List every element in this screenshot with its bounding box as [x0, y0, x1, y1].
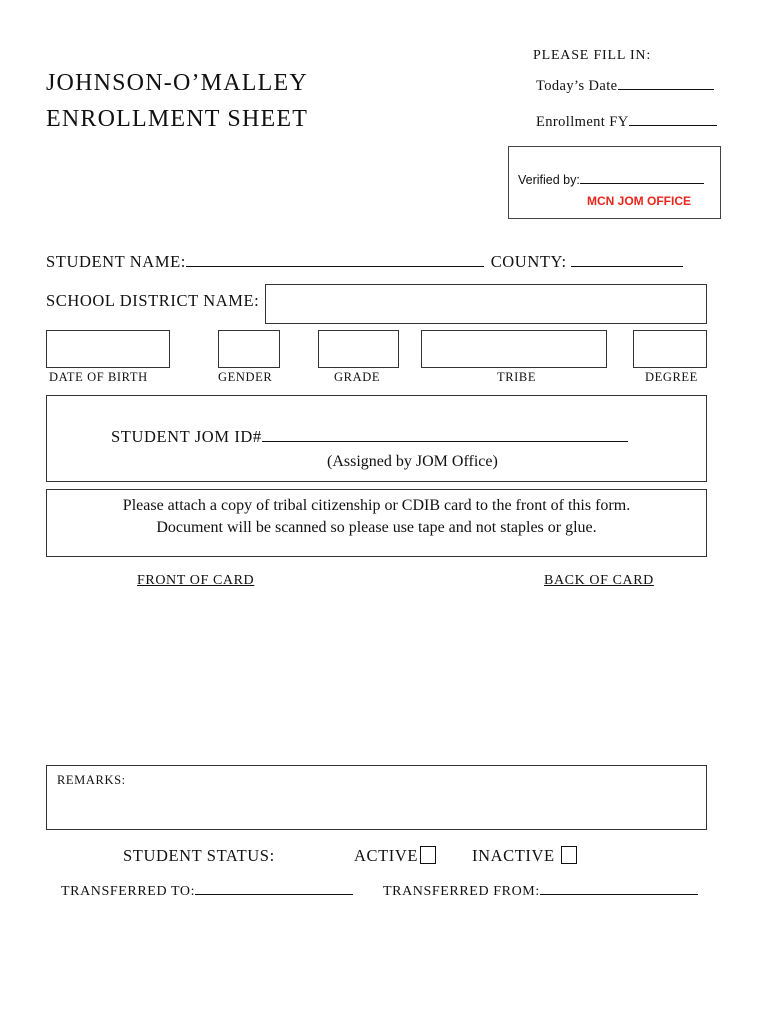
attach-instructions-box	[46, 489, 707, 557]
inactive-label: INACTIVE	[472, 846, 555, 865]
active-label: ACTIVE	[354, 846, 419, 865]
verified-by-field[interactable]	[580, 183, 704, 184]
remarks-field[interactable]	[46, 765, 707, 830]
student-name-row	[46, 252, 683, 272]
form-title-line-2: ENROLLMENT SHEET	[46, 106, 309, 132]
degree-caption: DEGREE	[645, 370, 698, 384]
tribe-field[interactable]	[421, 330, 607, 368]
enrollment-fy-label: Enrollment FY	[536, 114, 629, 130]
degree-field[interactable]	[633, 330, 707, 368]
student-status-label: STUDENT STATUS:	[123, 846, 275, 865]
grade-field[interactable]	[318, 330, 399, 368]
student-name-field[interactable]	[186, 266, 484, 267]
transferred-to-row	[61, 884, 353, 900]
active-checkbox[interactable]	[420, 846, 436, 864]
enrollment-fy-field[interactable]	[629, 125, 717, 126]
date-of-birth-caption: DATE OF BIRTH	[49, 370, 148, 384]
jom-id-field[interactable]	[262, 441, 628, 442]
verified-by-box	[508, 146, 721, 219]
please-fill-in-label: PLEASE FILL IN:	[533, 48, 652, 63]
student-name-label: STUDENT NAME:	[46, 252, 186, 271]
jom-id-box	[46, 395, 707, 482]
inactive-checkbox[interactable]	[561, 846, 577, 864]
jom-id-row	[111, 427, 628, 447]
inactive-option	[472, 846, 577, 866]
date-of-birth-field[interactable]	[46, 330, 170, 368]
attach-instructions-line-2: Document will be scanned so please use tape and not staples or glue.	[156, 519, 597, 536]
transferred-from-row	[383, 884, 698, 900]
front-of-card-label: FRONT OF CARD	[137, 573, 255, 588]
remarks-label: REMARKS:	[57, 773, 126, 787]
attach-instructions-line-1: Please attach a copy of tribal citizenship or CDIB card to the front of this form.	[122, 497, 631, 514]
transferred-from-field[interactable]	[540, 894, 698, 895]
gender-caption: GENDER	[218, 370, 273, 384]
jom-assigned-note: (Assigned by JOM Office)	[327, 453, 498, 470]
county-label: COUNTY:	[490, 252, 567, 271]
todays-date-row	[536, 78, 714, 95]
enrollment-fy-row	[536, 114, 717, 131]
transferred-from-label: TRANSFERRED FROM:	[383, 884, 540, 899]
form-title-line-1: JOHNSON-O’MALLEY	[46, 70, 308, 96]
school-district-label: SCHOOL DISTRICT NAME:	[46, 291, 260, 310]
gender-field[interactable]	[218, 330, 280, 368]
tribe-caption: TRIBE	[497, 370, 537, 384]
todays-date-field[interactable]	[618, 89, 714, 90]
back-of-card-label: BACK OF CARD	[544, 573, 654, 588]
transferred-to-field[interactable]	[195, 894, 353, 895]
jom-id-label: STUDENT JOM ID#	[111, 427, 262, 446]
active-option	[354, 846, 436, 866]
verified-by-row	[518, 173, 704, 187]
grade-caption: GRADE	[334, 370, 381, 384]
todays-date-label: Today’s Date	[536, 78, 618, 94]
verified-by-label: Verified by:	[518, 173, 580, 187]
county-field[interactable]	[571, 266, 683, 267]
transferred-to-label: TRANSFERRED TO:	[61, 884, 196, 899]
mcn-jom-office-label: MCN JOM OFFICE	[587, 194, 691, 208]
school-district-field[interactable]	[265, 284, 707, 324]
